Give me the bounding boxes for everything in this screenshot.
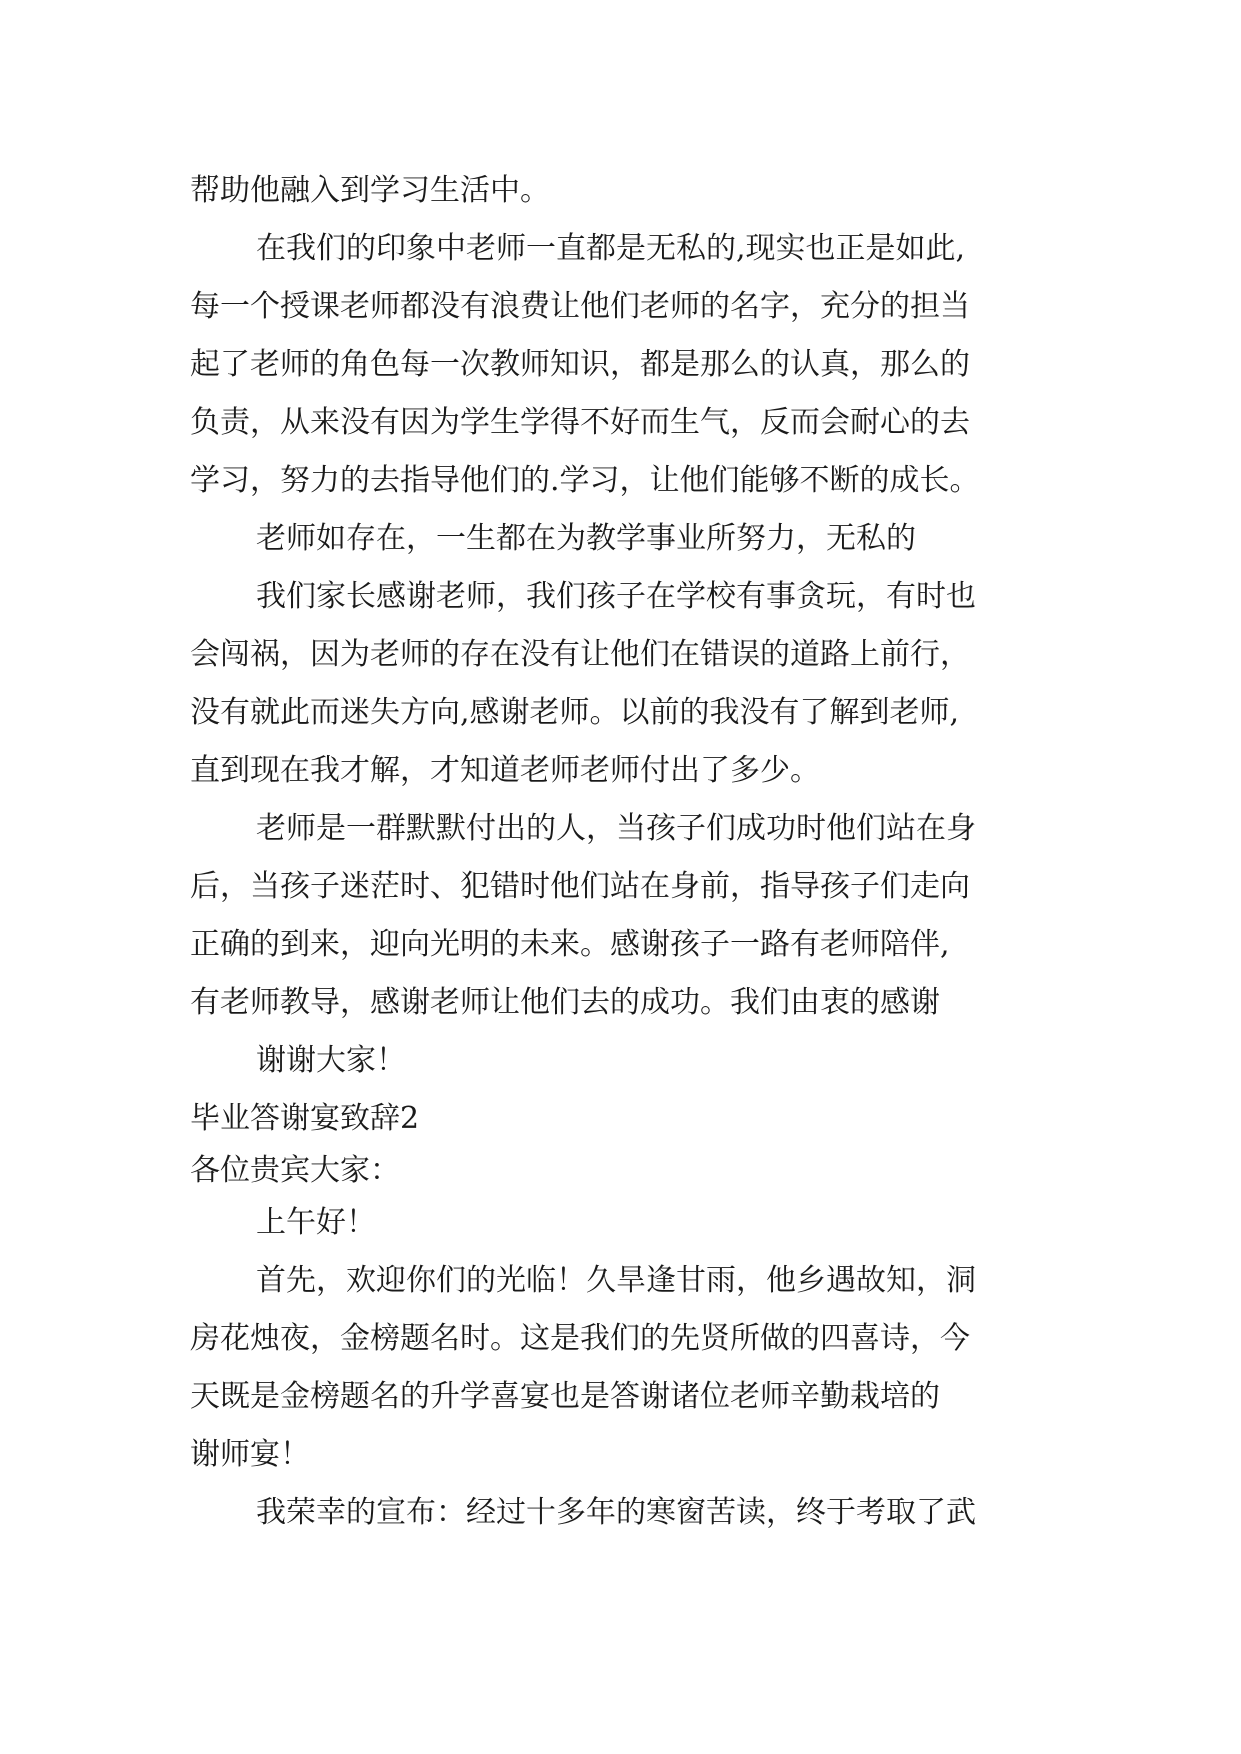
text-line: 上午好！ — [256, 1205, 376, 1240]
text-line: 正确的到来，迎向光明的未来。感谢孩子一路有老师陪伴, — [190, 927, 950, 962]
text-line: 负责，从来没有因为学生学得不好而生气，反而会耐心的去 — [190, 405, 970, 440]
text-line: 在我们的印象中老师一直都是无私的,现实也正是如此, — [256, 231, 966, 266]
text-line: 每一个授课老师都没有浪费让他们老师的名字，充分的担当 — [190, 289, 970, 324]
text-line: 起了老师的角色每一次教师知识，都是那么的认真，那么的 — [190, 347, 970, 382]
text-line: 帮助他融入到学习生活中。 — [190, 173, 550, 208]
text-line: 老师如存在，一生都在为教学事业所努力，无私的 — [256, 521, 916, 556]
text-line: 有老师教导，感谢老师让他们去的成功。我们由衷的感谢 — [190, 985, 940, 1020]
text-line: 谢师宴！ — [190, 1437, 310, 1472]
section-heading: 毕业答谢宴致辞2 — [190, 1101, 420, 1136]
text-line: 没有就此而迷失方向,感谢老师。以前的我没有了解到老师, — [190, 695, 960, 730]
document-body — [190, 162, 1090, 1542]
text-line: 我们家长感谢老师，我们孩子在学校有事贪玩，有时也 — [256, 579, 976, 614]
text-line: 老师是一群默默付出的人，当孩子们成功时他们站在身 — [256, 811, 976, 846]
text-line: 房花烛夜，金榜题名时。这是我们的先贤所做的四喜诗，今 — [190, 1321, 970, 1356]
text-line: 天既是金榜题名的升学喜宴也是答谢诸位老师辛勤栽培的 — [190, 1379, 940, 1414]
text-line: 谢谢大家！ — [256, 1043, 406, 1078]
text-line: 直到现在我才解，才知道老师老师付出了多少。 — [190, 753, 820, 788]
text-line: 首先，欢迎你们的光临！久旱逢甘雨，他乡遇故知，洞 — [256, 1263, 976, 1298]
text-line: 后，当孩子迷茫时、犯错时他们站在身前，指导孩子们走向 — [190, 869, 970, 904]
text-line: 会闯祸，因为老师的存在没有让他们在错误的道路上前行， — [190, 637, 970, 672]
text-line: 学习，努力的去指导他们的.学习，让他们能够不断的成长。 — [190, 463, 980, 498]
text-line: 各位贵宾大家： — [190, 1153, 400, 1188]
text-line: 我荣幸的宣布：经过十多年的寒窗苦读，终于考取了武 — [256, 1495, 976, 1530]
